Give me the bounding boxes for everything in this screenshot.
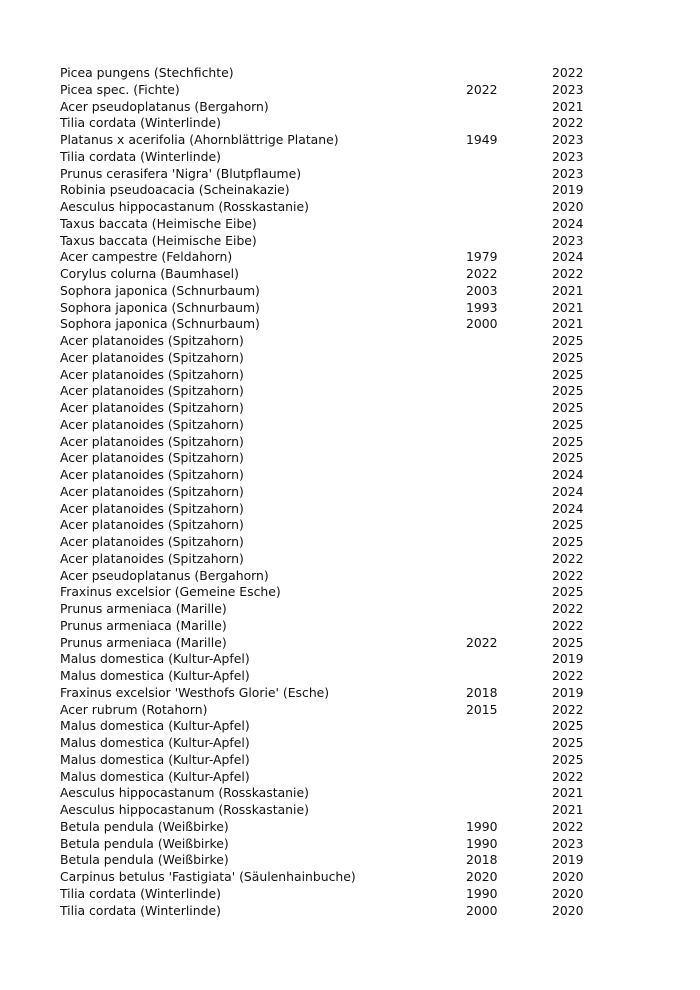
inspection-year-cell: 2024 <box>552 215 584 231</box>
table-row <box>60 718 592 735</box>
species-cell: Malus domestica (Kultur-Apfel) <box>60 718 250 734</box>
planting-year-cell: 2022 <box>466 634 498 650</box>
planting-year-cell <box>466 199 552 216</box>
table-row <box>60 802 592 819</box>
species-cell: Malus domestica (Kultur-Apfel) <box>60 668 250 683</box>
table-row <box>60 266 592 283</box>
species-cell: Acer platanoides (Spitzahorn) <box>60 333 244 348</box>
planting-year-cell: 2000 <box>466 316 498 332</box>
species-cell: Taxus baccata (Heimische Eibe) <box>60 232 257 248</box>
inspection-year-cell: 2023 <box>552 835 584 851</box>
planting-year-cell: 1979 <box>466 249 498 265</box>
table-row <box>60 651 592 668</box>
inspection-year-cell: 2025 <box>552 383 584 399</box>
planting-year-cell <box>466 350 552 367</box>
inspection-year-cell: 2025 <box>552 450 584 466</box>
inspection-year-cell: 2022 <box>552 601 584 616</box>
planting-year-cell <box>466 501 552 518</box>
planting-year-cell: 1993 <box>466 299 498 315</box>
species-cell: Aesculus hippocastanum (Rosskastanie) <box>60 199 309 214</box>
inspection-year-cell: 2021 <box>552 802 584 817</box>
inspection-year-cell: 2020 <box>552 869 584 884</box>
planting-year-cell <box>466 434 552 451</box>
species-cell: Fraxinus excelsior (Gemeine Esche) <box>60 584 281 600</box>
table-row <box>60 417 592 434</box>
planting-year-cell: 2000 <box>466 902 498 918</box>
inspection-year-cell: 2022 <box>552 701 584 717</box>
species-cell: Betula pendula (Weißbirke) <box>60 835 229 851</box>
table-row <box>60 852 592 869</box>
table-row <box>60 903 592 920</box>
table-row <box>60 618 592 635</box>
species-cell: Corylus colurna (Baumhasel) <box>60 266 239 281</box>
species-cell: Acer rubrum (Rotahorn) <box>60 701 208 717</box>
planting-year-cell: 2022 <box>466 266 498 281</box>
species-cell: Tilia cordata (Winterlinde) <box>60 885 221 901</box>
table-row <box>60 115 592 132</box>
planting-year-cell <box>466 568 552 585</box>
inspection-year-cell: 2025 <box>552 735 584 750</box>
inspection-year-cell: 2022 <box>552 266 584 281</box>
inspection-year-cell: 2019 <box>552 852 584 868</box>
inspection-year-cell: 2025 <box>552 718 584 734</box>
inspection-year-cell: 2022 <box>552 768 584 784</box>
table-row <box>60 300 592 317</box>
species-cell: Acer platanoides (Spitzahorn) <box>60 550 244 566</box>
table-row <box>60 886 592 903</box>
planting-year-cell <box>466 383 552 400</box>
inspection-year-cell: 2021 <box>552 785 584 801</box>
species-cell: Betula pendula (Weißbirke) <box>60 852 229 868</box>
planting-year-cell: 2018 <box>466 684 498 700</box>
inspection-year-cell: 2024 <box>552 249 584 265</box>
inspection-year-cell: 2024 <box>552 467 584 482</box>
planting-year-cell <box>466 450 552 467</box>
table-row <box>60 434 592 451</box>
inspection-year-cell: 2023 <box>552 132 584 147</box>
species-cell: Prunus armeniaca (Marille) <box>60 634 227 650</box>
table-row <box>60 283 592 300</box>
species-cell: Sophora japonica (Schnurbaum) <box>60 299 260 315</box>
inspection-year-cell: 2022 <box>552 115 584 131</box>
inspection-year-cell: 2024 <box>552 483 584 499</box>
table-row <box>60 769 592 786</box>
tree-list-table <box>60 65 592 919</box>
planting-year-cell: 2022 <box>466 81 498 97</box>
table-row <box>60 551 592 568</box>
inspection-year-cell: 2019 <box>552 684 584 700</box>
species-cell: Acer platanoides (Spitzahorn) <box>60 349 244 365</box>
inspection-year-cell: 2025 <box>552 416 584 432</box>
planting-year-cell <box>466 668 552 685</box>
planting-year-cell <box>466 99 552 116</box>
inspection-year-cell: 2023 <box>552 148 584 164</box>
table-row <box>60 668 592 685</box>
species-cell: Prunus cerasifera 'Nigra' (Blutpflaume) <box>60 165 302 181</box>
inspection-year-cell: 2024 <box>552 500 584 516</box>
table-row <box>60 333 592 350</box>
species-cell: Picea spec. (Fichte) <box>60 81 180 97</box>
planting-year-cell: 1949 <box>466 132 498 147</box>
planting-year-cell <box>466 367 552 384</box>
planting-year-cell <box>466 618 552 635</box>
table-row <box>60 400 592 417</box>
species-cell: Acer platanoides (Spitzahorn) <box>60 416 244 432</box>
table-row <box>60 216 592 233</box>
planting-year-cell <box>466 718 552 735</box>
inspection-year-cell: 2020 <box>552 885 584 901</box>
planting-year-cell: 2020 <box>466 869 498 884</box>
table-row <box>60 383 592 400</box>
inspection-year-cell: 2025 <box>552 634 584 650</box>
species-cell: Acer pseudoplatanus (Bergahorn) <box>60 567 269 583</box>
species-cell: Malus domestica (Kultur-Apfel) <box>60 651 250 667</box>
species-cell: Tilia cordata (Winterlinde) <box>60 115 221 131</box>
table-row <box>60 467 592 484</box>
species-cell: Robinia pseudoacacia (Scheinakazie) <box>60 182 290 198</box>
species-cell: Malus domestica (Kultur-Apfel) <box>60 768 250 784</box>
planting-year-cell <box>466 584 552 601</box>
inspection-year-cell: 2022 <box>552 617 584 633</box>
table-row <box>60 350 592 367</box>
table-row <box>60 484 592 501</box>
table-row <box>60 568 592 585</box>
inspection-year-cell: 2023 <box>552 232 584 248</box>
table-row <box>60 735 592 752</box>
planting-year-cell <box>466 769 552 786</box>
table-row <box>60 65 592 82</box>
planting-year-cell <box>466 517 552 534</box>
species-cell: Acer platanoides (Spitzahorn) <box>60 534 244 549</box>
inspection-year-cell: 2025 <box>552 333 584 348</box>
planting-year-cell: 1990 <box>466 835 498 851</box>
species-cell: Prunus armeniaca (Marille) <box>60 617 227 633</box>
planting-year-cell <box>466 182 552 199</box>
species-cell: Platanus x acerifolia (Ahornblättrige Platane) <box>60 132 339 147</box>
table-row <box>60 869 592 886</box>
species-cell: Prunus armeniaca (Marille) <box>60 601 227 616</box>
inspection-year-cell: 2022 <box>552 550 584 566</box>
table-row <box>60 182 592 199</box>
planting-year-cell <box>466 752 552 769</box>
table-row <box>60 249 592 266</box>
inspection-year-cell: 2021 <box>552 282 584 298</box>
inspection-year-cell: 2023 <box>552 81 584 97</box>
planting-year-cell <box>466 333 552 350</box>
planting-year-cell: 2003 <box>466 282 498 298</box>
planting-year-cell <box>466 651 552 668</box>
planting-year-cell <box>466 785 552 802</box>
planting-year-cell <box>466 400 552 417</box>
inspection-year-cell: 2022 <box>552 567 584 583</box>
table-row <box>60 785 592 802</box>
species-cell: Malus domestica (Kultur-Apfel) <box>60 751 250 767</box>
inspection-year-cell: 2021 <box>552 299 584 315</box>
table-row <box>60 601 592 618</box>
species-cell: Acer platanoides (Spitzahorn) <box>60 366 244 382</box>
inspection-year-cell: 2023 <box>552 165 584 181</box>
inspection-year-cell: 2025 <box>552 349 584 365</box>
table-row <box>60 517 592 534</box>
planting-year-cell: 2018 <box>466 852 498 868</box>
table-row <box>60 685 592 702</box>
table-row <box>60 367 592 384</box>
planting-year-cell <box>466 484 552 501</box>
planting-year-cell <box>466 65 552 82</box>
table-row <box>60 82 592 99</box>
inspection-year-cell: 2025 <box>552 584 584 600</box>
inspection-year-cell: 2025 <box>552 517 584 533</box>
species-cell: Acer platanoides (Spitzahorn) <box>60 433 244 449</box>
species-cell: Fraxinus excelsior 'Westhofs Glorie' (Esche) <box>60 684 330 700</box>
planting-year-cell: 1990 <box>466 818 498 834</box>
table-row <box>60 316 592 333</box>
inspection-year-cell: 2019 <box>552 182 584 198</box>
planting-year-cell <box>466 417 552 434</box>
table-row <box>60 450 592 467</box>
table-row <box>60 132 592 149</box>
species-cell: Acer platanoides (Spitzahorn) <box>60 517 244 533</box>
species-cell: Taxus baccata (Heimische Eibe) <box>60 215 257 231</box>
inspection-year-cell: 2020 <box>552 902 584 918</box>
table-row <box>60 99 592 116</box>
inspection-year-cell: 2021 <box>552 98 584 114</box>
table-row <box>60 752 592 769</box>
planting-year-cell <box>466 216 552 233</box>
planting-year-cell <box>466 551 552 568</box>
table-row <box>60 149 592 166</box>
inspection-year-cell: 2025 <box>552 751 584 767</box>
species-cell: Acer platanoides (Spitzahorn) <box>60 467 244 482</box>
species-cell: Acer platanoides (Spitzahorn) <box>60 400 244 415</box>
planting-year-cell <box>466 233 552 250</box>
planting-year-cell <box>466 802 552 819</box>
inspection-year-cell: 2022 <box>552 818 584 834</box>
planting-year-cell <box>466 149 552 166</box>
inspection-year-cell: 2022 <box>552 668 584 683</box>
table-row <box>60 534 592 551</box>
inspection-year-cell: 2025 <box>552 366 584 382</box>
species-cell: Picea pungens (Stechfichte) <box>60 65 234 80</box>
species-cell: Sophora japonica (Schnurbaum) <box>60 282 260 298</box>
inspection-year-cell: 2021 <box>552 316 584 332</box>
species-cell: Acer pseudoplatanus (Bergahorn) <box>60 98 269 114</box>
inspection-year-cell: 2019 <box>552 651 584 667</box>
species-cell: Carpinus betulus 'Fastigiata' (Säulenhainbuche) <box>60 869 356 884</box>
table-row <box>60 199 592 216</box>
inspection-year-cell: 2020 <box>552 199 584 214</box>
planting-year-cell <box>466 115 552 132</box>
planting-year-cell <box>466 166 552 183</box>
planting-year-cell: 1990 <box>466 885 498 901</box>
inspection-year-cell: 2025 <box>552 433 584 449</box>
table-row <box>60 233 592 250</box>
planting-year-cell <box>466 601 552 618</box>
species-cell: Acer platanoides (Spitzahorn) <box>60 500 244 516</box>
species-cell: Sophora japonica (Schnurbaum) <box>60 316 260 332</box>
table-row <box>60 836 592 853</box>
inspection-year-cell: 2025 <box>552 534 584 549</box>
table-row <box>60 635 592 652</box>
species-cell: Acer platanoides (Spitzahorn) <box>60 383 244 399</box>
table-row <box>60 501 592 518</box>
table-row <box>60 702 592 719</box>
species-cell: Malus domestica (Kultur-Apfel) <box>60 735 250 750</box>
species-cell: Acer platanoides (Spitzahorn) <box>60 450 244 466</box>
species-cell: Acer campestre (Feldahorn) <box>60 249 233 265</box>
planting-year-cell <box>466 735 552 752</box>
planting-year-cell <box>466 534 552 551</box>
species-cell: Aesculus hippocastanum (Rosskastanie) <box>60 802 309 817</box>
species-cell: Tilia cordata (Winterlinde) <box>60 148 221 164</box>
inspection-year-cell: 2022 <box>552 65 584 80</box>
species-cell: Acer platanoides (Spitzahorn) <box>60 483 244 499</box>
species-cell: Betula pendula (Weißbirke) <box>60 818 229 834</box>
table-row <box>60 166 592 183</box>
table-row <box>60 819 592 836</box>
species-cell: Tilia cordata (Winterlinde) <box>60 902 221 918</box>
species-cell: Aesculus hippocastanum (Rosskastanie) <box>60 785 309 801</box>
planting-year-cell: 2015 <box>466 701 498 717</box>
inspection-year-cell: 2025 <box>552 400 584 415</box>
planting-year-cell <box>466 467 552 484</box>
tree-list-body <box>60 65 592 919</box>
table-row <box>60 584 592 601</box>
